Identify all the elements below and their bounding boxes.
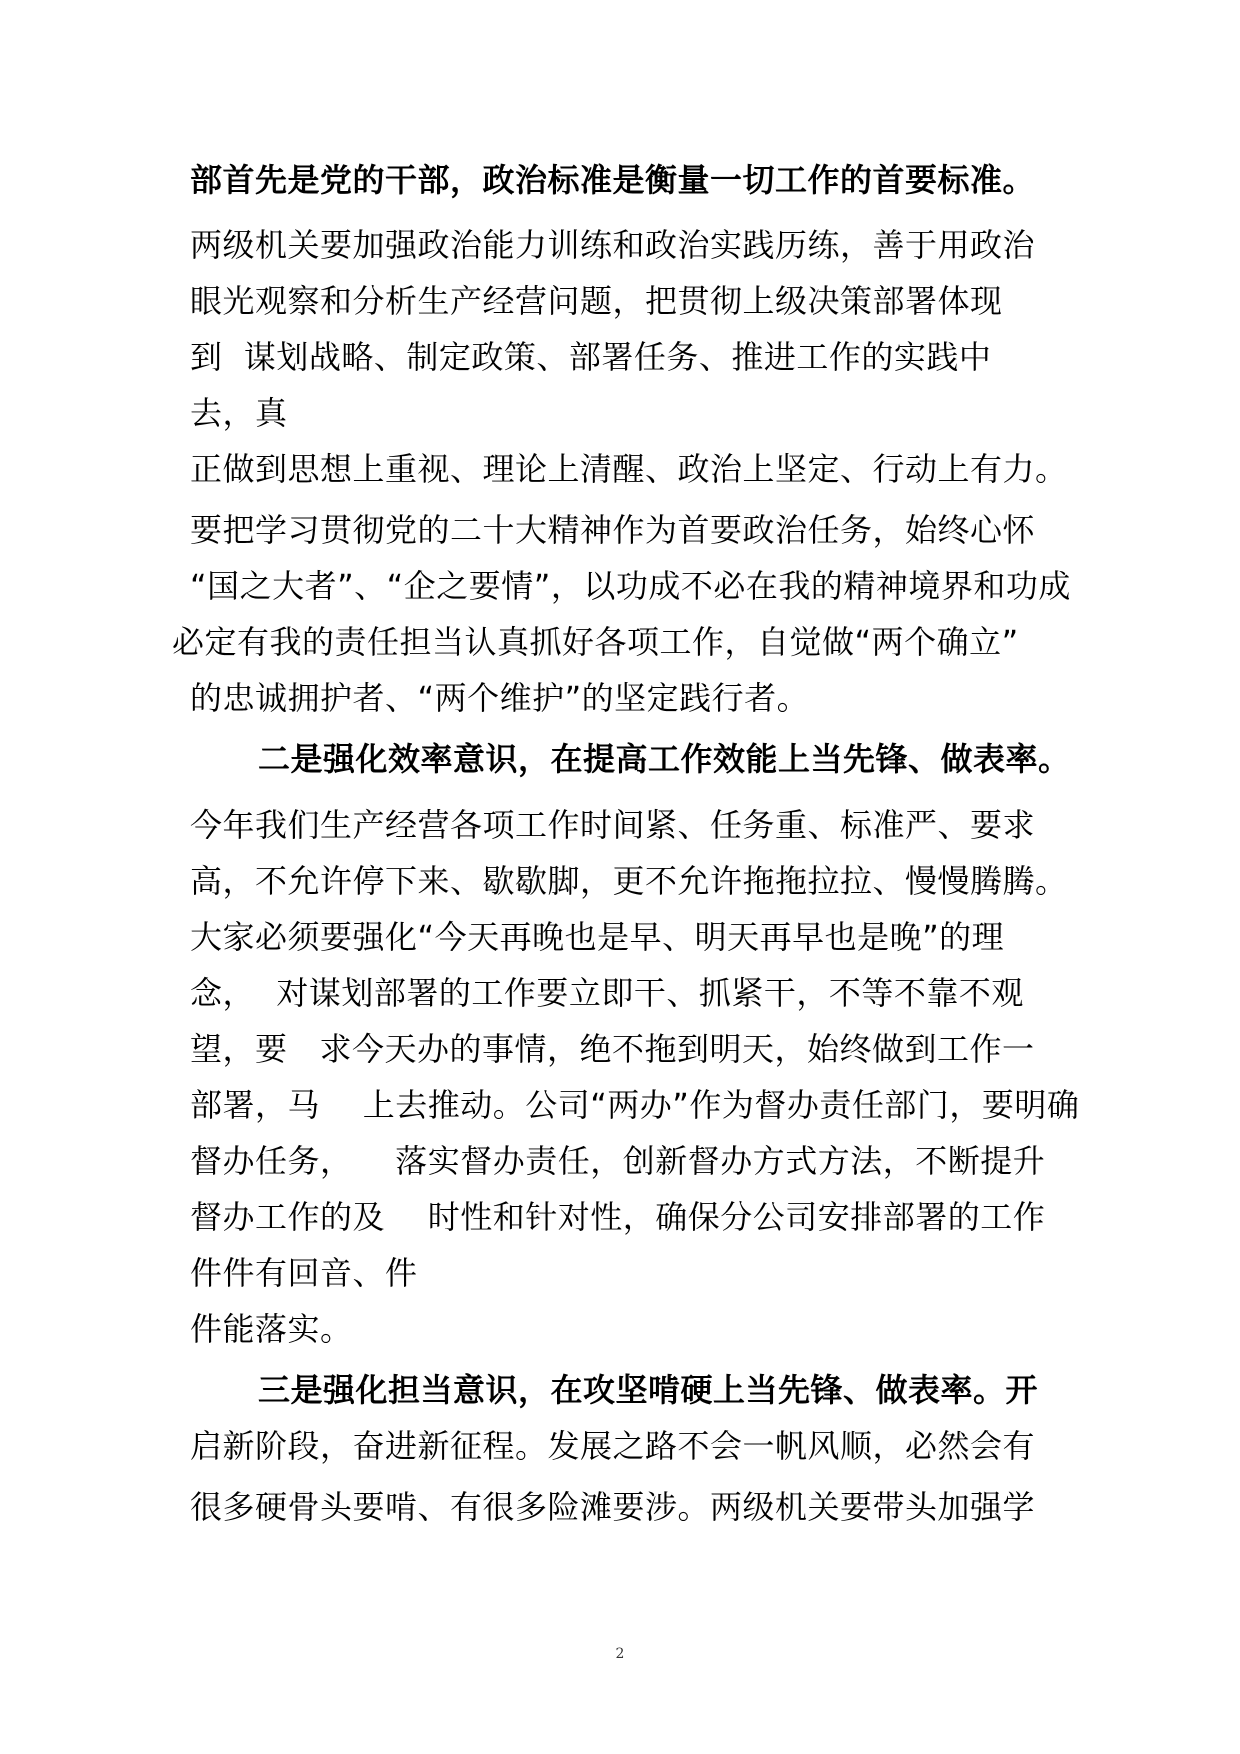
body-line-18: 督办任务， 落实督办责任，创新督办方式方法，不断提升: [190, 1142, 1046, 1180]
body-line-20: 件件有回音、件: [190, 1254, 418, 1292]
body-line-21: 件能落实。: [190, 1310, 353, 1348]
body-line-1: 部首先是党的干部，政治标准是衡量一切工作的首要标准。: [190, 161, 1036, 199]
section-heading-3: 三是强化担当意识，在攻坚啃硬上当先锋、做表率。开: [258, 1371, 1039, 1409]
body-line-9: 必定有我的责任担当认真抓好各项工作，自觉做“两个确立”: [172, 623, 1019, 661]
section-heading-2: 二是强化效率意识，在提高工作效能上当先锋、做表率。: [258, 740, 1071, 778]
body-line-6: 正做到思想上重视、理论上清醒、政治上坚定、行动上有力。: [190, 450, 1068, 488]
body-line-3: 眼光观察和分析生产经营问题，把贯彻上级决策部署体现: [190, 282, 1003, 320]
body-line-10: 的忠诚拥护者、“两个维护”的坚定践行者。: [190, 679, 810, 717]
body-line-14: 大家必须要强化“今天再晚也是早、明天再早也是晚”的理: [190, 918, 1005, 956]
body-line-23: 启新阶段，奋进新征程。发展之路不会一帆风顺，必然会有: [190, 1427, 1036, 1465]
body-line-15: 念， 对谋划部署的工作要立即干、抓紧干，不等不靠不观: [190, 974, 1024, 1012]
body-line-4: 到 谋划战略、制定政策、部署任务、推进工作的实践中: [190, 338, 992, 376]
body-line-5: 去，真: [190, 394, 288, 432]
body-line-16: 望，要 求今天办的事情，绝不拖到明天，始终做到工作一: [190, 1030, 1035, 1068]
body-line-17: 部署，马 上去推动。公司“两办”作为督办责任部门，要明确: [190, 1086, 1080, 1124]
body-line-7: 要把学习贯彻党的二十大精神作为首要政治任务，始终心怀: [190, 511, 1036, 549]
body-line-8: “国之大者”、“企之要情”，以功成不必在我的精神境界和功成: [190, 567, 1071, 605]
body-line-13: 高，不允许停下来、歇歇脚，更不允许拖拖拉拉、慢慢腾腾。: [190, 862, 1068, 900]
body-line-19: 督办工作的及 时性和针对性，确保分公司安排部署的工作: [190, 1198, 1046, 1236]
page-number: 2: [615, 1646, 625, 1662]
body-line-12: 今年我们生产经营各项工作时间紧、任务重、标准严、要求: [190, 806, 1036, 844]
body-line-24: 很多硬骨头要啃、有很多险滩要涉。两级机关要带头加强学: [190, 1488, 1036, 1526]
body-line-2: 两级机关要加强政治能力训练和政治实践历练，善于用政治: [190, 226, 1036, 264]
